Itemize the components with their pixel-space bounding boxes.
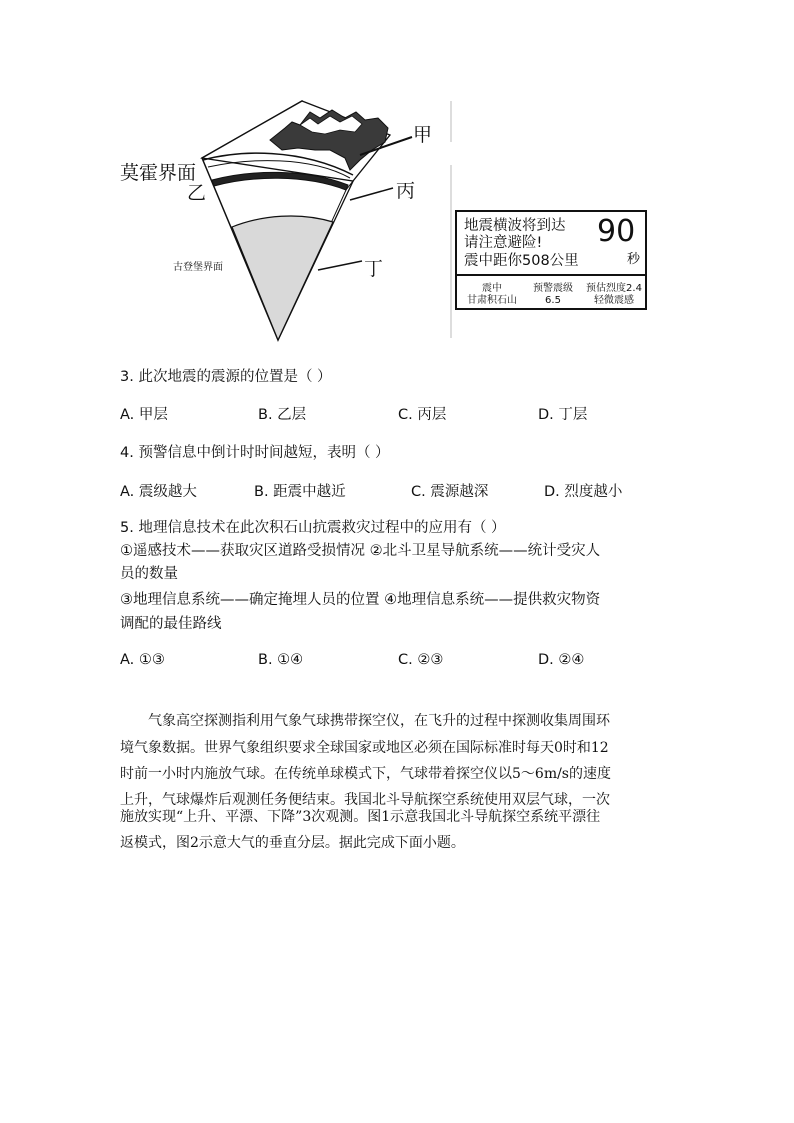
- passage-line-4: 上升，气球爆炸后观测任务便结束。我国北斗导航探空系统使用双层气球，一次: [120, 792, 610, 808]
- passage-line-5: 施放实现“上升、平漂、下降”3次观测。图1示意我国北斗导航探空系统平漂往: [120, 809, 601, 825]
- moho-label: 莫霍界面: [120, 162, 197, 184]
- question-5-line-4: 调配的最佳路线: [120, 616, 222, 632]
- question-4-option-c[interactable]: C. 震源越深: [411, 484, 489, 500]
- question-3-option-a[interactable]: A. 甲层: [120, 407, 168, 423]
- alert-epicenter-value: 甘肃积石山: [467, 295, 517, 306]
- passage-line-1: 气象高空探测指利用气象气球携带探空仪，在飞升的过程中探测收集周围环: [148, 713, 610, 729]
- ding-pointer: [318, 261, 362, 270]
- question-3-option-c[interactable]: C. 丙层: [398, 407, 447, 423]
- alert-countdown-unit: 秒: [627, 252, 641, 267]
- outer-core-region: [232, 216, 333, 340]
- jia-label: 甲: [413, 124, 433, 146]
- question-5-line-3: ③地理信息系统——确定掩埋人员的位置 ④地理信息系统——提供救灾物资: [120, 592, 601, 608]
- question-5-line-1: ①遥感技术——获取灾区道路受损情况 ②北斗卫星导航系统——统计受灾人: [120, 543, 601, 559]
- question-4-option-d[interactable]: D. 烈度越小: [544, 484, 623, 500]
- alert-countdown: 90: [597, 214, 636, 249]
- question-3-stem: 3. 此次地震的震源的位置是（ ）: [120, 369, 332, 385]
- passage-line-6: 返模式，图2示意大气的垂直分层。据此完成下面小题。: [120, 835, 465, 851]
- alert-magnitude-value: 6.5: [545, 295, 561, 306]
- bing-label: 丙: [396, 180, 416, 202]
- alert-intensity-value: 轻微震感: [594, 295, 634, 306]
- alert-epicenter: [463, 283, 521, 307]
- question-5-option-a[interactable]: A. ①③: [120, 652, 165, 668]
- alert-epicenter-label: 震中: [482, 283, 502, 294]
- passage-line-3: 时前一小时内施放气球。在传统单球模式下，气球带着探空仪以5～6m/s的速度: [120, 766, 611, 782]
- question-5-option-b[interactable]: B. ①④: [258, 652, 304, 668]
- question-5-option-d[interactable]: D. ②④: [538, 652, 585, 668]
- alert-intensity-label: 预估烈度2.4: [586, 283, 642, 294]
- passage-line-2: 境气象数据。世界气象组织要求全球国家或地区必须在国际标准时每天0时和12: [120, 740, 609, 756]
- question-4-option-a[interactable]: A. 震级越大: [120, 484, 197, 500]
- alert-intensity: [583, 283, 645, 307]
- question-3-option-d[interactable]: D. 丁层: [538, 407, 588, 423]
- alert-line-3: 震中距你508公里: [464, 253, 579, 269]
- alert-magnitude-label: 预警震级: [533, 283, 573, 294]
- bing-pointer: [350, 188, 393, 200]
- ding-label: 丁: [364, 258, 384, 280]
- yi-label: 乙: [187, 182, 207, 204]
- alert-line-1: 地震横波将到达: [464, 218, 566, 234]
- alert-divider: [457, 274, 645, 276]
- question-4-option-b[interactable]: B. 距震中越近: [254, 484, 346, 500]
- question-5-stem: 5. 地理信息技术在此次积石山抗震救灾过程中的应用有（ ）: [120, 520, 506, 536]
- question-5-line-2: 员的数量: [120, 566, 178, 582]
- earthquake-alert-box: [455, 210, 647, 310]
- question-3-option-b[interactable]: B. 乙层: [258, 407, 307, 423]
- gutenberg-label: 古登堡界面: [173, 262, 223, 273]
- question-4-stem: 4. 预警信息中倒计时时间越短，表明（ ）: [120, 445, 390, 461]
- alert-line-2: 请注意避险!: [464, 235, 543, 251]
- question-5-option-c[interactable]: C. ②③: [398, 652, 444, 668]
- alert-magnitude: [527, 283, 579, 307]
